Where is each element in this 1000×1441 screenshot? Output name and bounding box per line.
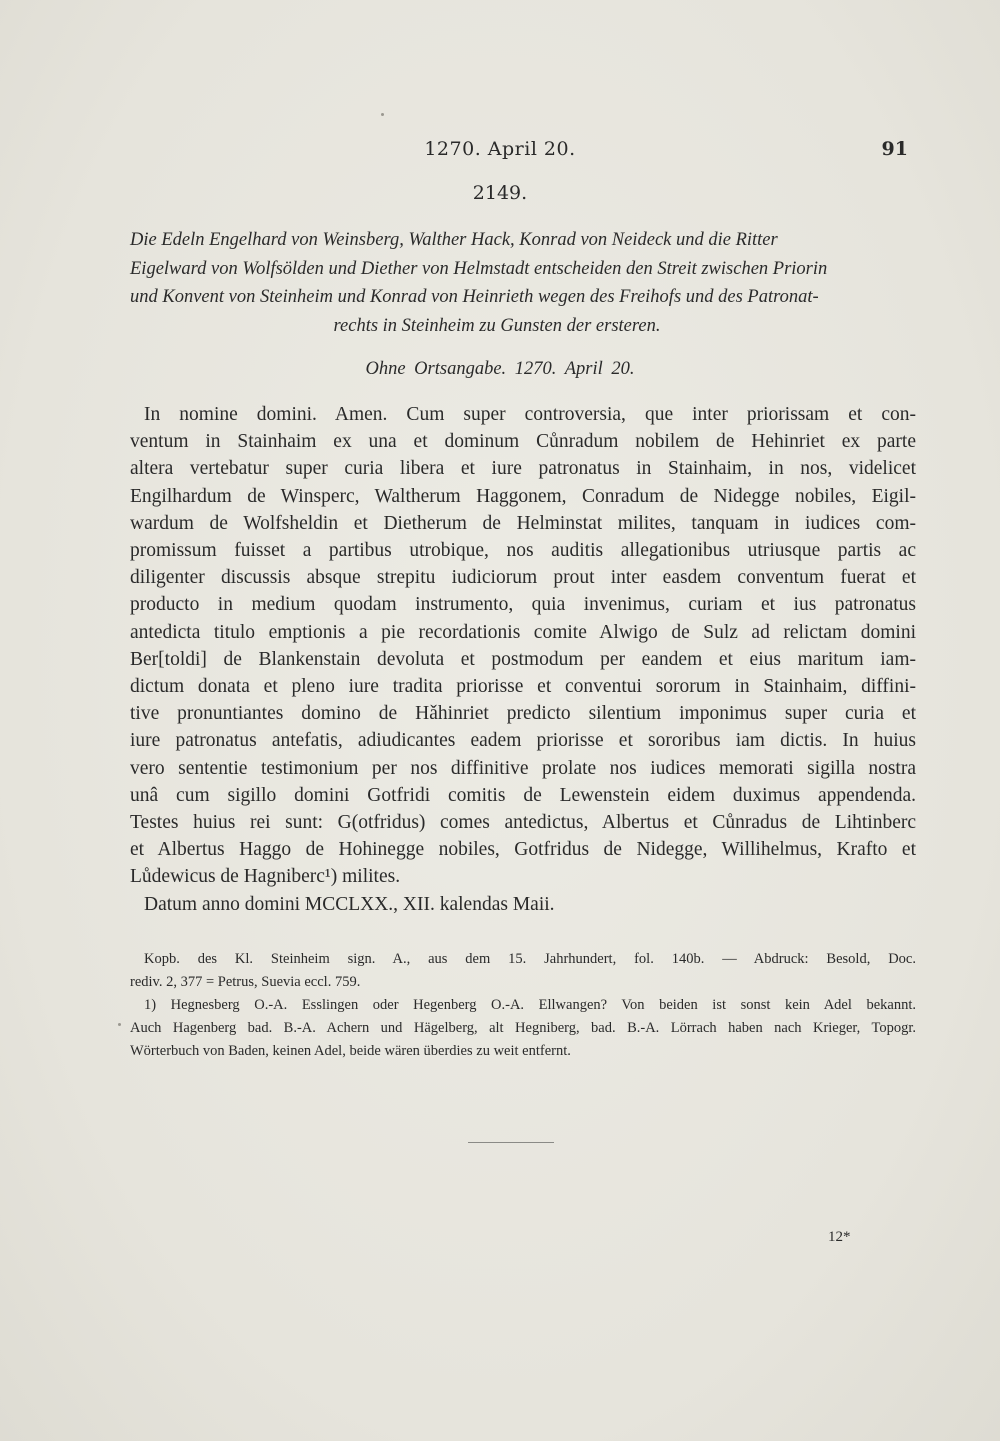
regest-line: Eigelward von Wolfsölden und Diether von Helmstadt entscheiden den Streit zwischen Priorin bbox=[130, 258, 828, 279]
paper-speck bbox=[381, 113, 384, 116]
footnote-line: 1) Hegnesberg O.-A. Esslingen oder Hegenberg O.-A. Ellwangen? Von beiden ist sonst kein Adel bekannt. bbox=[144, 997, 916, 1013]
signature-mark: 12* bbox=[828, 1229, 851, 1245]
source-note-line: Kopb. des Kl. Steinheim sign. A., aus dem 15. Jahrhundert, fol. 140b. — Abdruck: Besold, Doc. bbox=[144, 951, 916, 967]
charter-line: Ber[toldi] de Blankenstain devoluta et postmodum per eandem et eius maritum iam- bbox=[130, 648, 916, 670]
charter-line: diligenter discussis absque strepitu iudiciorum prout inter easdem conventum fuerat et bbox=[130, 567, 916, 589]
footnote-line: Auch Hagenberg bad. B.-A. Achern und Hägelberg, alt Hegniberg, bad. B.-A. Lörrach haben nach Krieger, Topogr. bbox=[130, 1020, 916, 1036]
running-head bbox=[0, 138, 1000, 168]
charter-line: wardum de Wolfsheldin et Dietherum de Helminstat milites, tanquam in iudices com- bbox=[130, 512, 916, 534]
footnote-line: Wörterbuch von Baden, keinen Adel, beide wären überdies zu weit entfernt. bbox=[130, 1043, 571, 1059]
dating-clause: Datum anno domini MCCLXX., XII. kalendas Maii. bbox=[144, 893, 555, 915]
charter-line: vero sententie testimonium per nos diffinitive prolate nos iudices memorati sigilla nostra bbox=[130, 757, 916, 779]
place-date-line: Ohne Ortsangabe. 1270. April 20. bbox=[365, 359, 635, 379]
charter-line: In nomine domini. Amen. Cum super controversia, que inter priorissam et con- bbox=[144, 404, 916, 425]
charter-line: ventum in Stainhaim ex una et dominum Cůnradum nobilem de Hehinriet ex parte bbox=[130, 431, 916, 453]
charter-line: dictum donata et pleno iure tradita priorisse et conventui sororum in Stainhaim, diffini- bbox=[130, 676, 916, 698]
regest-line: rechts in Steinheim zu Gunsten der ersteren. bbox=[333, 315, 661, 336]
charter-text bbox=[130, 401, 916, 918]
charter-line: et Albertus Haggo de Hohinegge nobiles, Gotfridus de Nidegge, Willihelmus, Krafto et bbox=[130, 839, 916, 861]
charter-line: tive pronuntiantes domino de Hǎhinriet predicto silentium imponimus super curia et bbox=[130, 703, 916, 725]
charter-line: producto in medium quodam instrumento, quia invenimus, curiam et ius patronatus bbox=[130, 594, 916, 616]
apparatus-notes bbox=[130, 948, 916, 1063]
regest-summary bbox=[130, 226, 922, 340]
running-head-date: 1270. April 20. bbox=[424, 138, 576, 160]
regest-line: und Konvent von Steinheim und Konrad von Heinrieth wegen des Freihofs und des Patronat- bbox=[130, 287, 819, 307]
regest-line: Die Edeln Engelhard von Weinsberg, Walther Hack, Konrad von Neideck und die Ritter bbox=[130, 230, 778, 250]
charter-line: Lůdewicus de Hagniberc¹) milites. bbox=[130, 866, 401, 888]
charter-line: promissum fuisset a partibus utrobique, nos auditis allegationibus utriusque partis ac bbox=[130, 540, 916, 562]
page-number: 91 bbox=[881, 138, 908, 160]
charter-line: Testes huius rei sunt: G(otfridus) comes antedictus, Albertus et Cůnradus de Lihtinberc bbox=[130, 812, 916, 834]
separator-rule bbox=[468, 1142, 554, 1143]
charter-line: unâ cum sigillo domini Gotfridi comitis de Lewenstein eidem duximus appendenda. bbox=[130, 784, 916, 806]
document-number: 2149. bbox=[472, 182, 528, 204]
paper-speck bbox=[118, 1023, 121, 1026]
source-note-line: rediv. 2, 377 = Petrus, Suevia eccl. 759. bbox=[130, 974, 361, 990]
charter-line: Engilhardum de Winsperc, Waltherum Haggonem, Conradum de Nidegge nobiles, Eigil- bbox=[130, 485, 916, 507]
charter-line: altera vertebatur super curia libera et iure patronatus in Stainhaim, in nos, videlicet bbox=[130, 458, 916, 480]
charter-line: iure patronatus antefatis, adiudicantes eadem priorisse et sororibus iam dictis. In huius bbox=[130, 730, 916, 752]
charter-line: antedicta titulo emptionis a pie recordationis comite Alwigo de Sulz ad relictam domini bbox=[130, 621, 916, 643]
